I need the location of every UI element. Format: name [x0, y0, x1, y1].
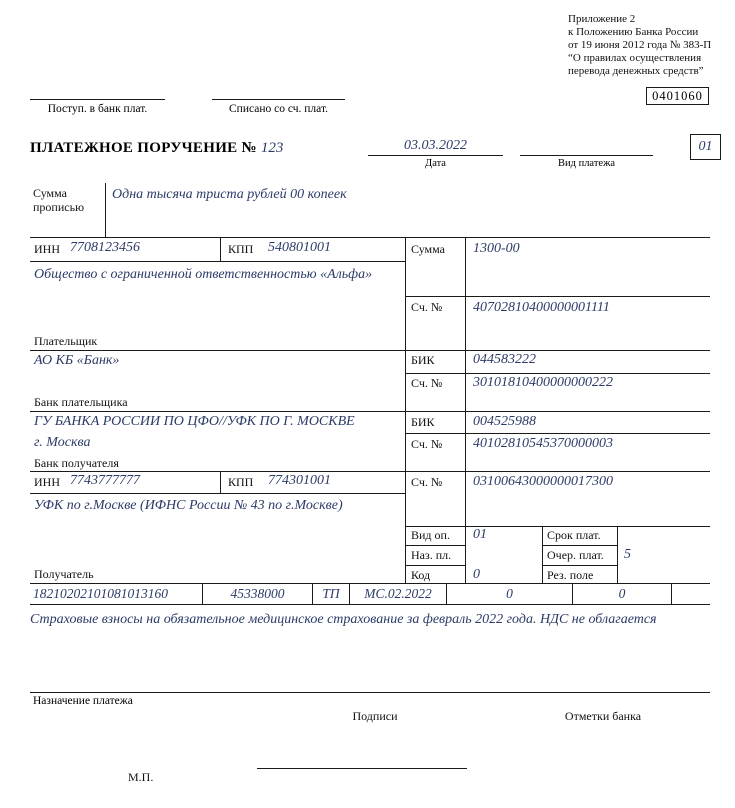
date-field [368, 136, 503, 169]
status-box [690, 134, 721, 160]
payment-type-blank [520, 136, 653, 156]
payer-bank-bik-label: БИК [411, 353, 435, 367]
form-code-box: 0401060 [646, 87, 709, 105]
divider [405, 526, 710, 527]
reserve-field-label: Рез. поле [547, 568, 594, 582]
regulation-note [568, 13, 728, 78]
payee-bank-bik-label: БИК [411, 415, 435, 429]
payee-name: УФК по г.Москве (ИФНС России № 43 по г.Москве) [34, 498, 343, 513]
divider [220, 471, 221, 493]
tax-period-value: МС.02.2022 [364, 586, 432, 601]
tax-period-cell [350, 584, 447, 604]
regulation-note-line: от 19 июня 2012 года № 383-П [568, 39, 712, 51]
payee-account-value: 03100643000000017300 [473, 474, 613, 489]
payer-inn-label: ИНН [34, 242, 60, 256]
regulation-note-line: к Положению Банка России [568, 26, 699, 38]
payment-purpose-text: Страховые взносы на обязательное медицинское страхование за февраль 2022 года. НДС не облагается [30, 612, 657, 627]
op-type-value: 01 [473, 527, 487, 542]
payer-account-label: Сч. № [411, 300, 443, 314]
payee-kpp-value: 774301001 [268, 473, 331, 488]
document-title [30, 139, 283, 157]
oktmo-cell [203, 584, 313, 604]
payment-purpose-label: Назначение платежа [33, 695, 133, 707]
bank-marks-label: Отметки банка [564, 709, 642, 723]
amount-words-value: Одна тысяча триста рублей 00 копеек [112, 187, 347, 202]
sum-label: Сумма [411, 242, 445, 256]
payer-bank-account-label: Сч. № [411, 376, 443, 390]
divider [405, 545, 465, 546]
payee-bank-city: г. Москва [34, 435, 91, 450]
priority-value: 5 [624, 547, 631, 562]
stamp-place-label: М.П. [128, 770, 154, 784]
doc-date-value: 0 [618, 586, 626, 601]
divider [30, 493, 405, 494]
divider [105, 183, 106, 237]
op-type-label: Вид оп. [411, 528, 450, 542]
amount-words-label: Сумма прописью [33, 186, 85, 214]
payee-bank-section-label: Банк получателя [34, 456, 119, 470]
divider [542, 565, 617, 566]
divider [30, 350, 710, 351]
kbk-value: 18210202101081013160 [33, 586, 168, 601]
payee-bank-name: ГУ БАНКА РОССИИ ПО ЦФО//УФК ПО Г. МОСКВЕ [34, 414, 355, 429]
sum-value: 1300-00 [473, 241, 520, 256]
payment-basis-cell [313, 584, 350, 604]
date-caption: Дата [425, 158, 446, 169]
payer-kpp-label: КПП [228, 242, 254, 256]
payment-type-caption: Вид платежа [557, 158, 615, 169]
payee-inn-label: ИНН [34, 475, 60, 489]
divider [405, 296, 710, 297]
divider [542, 526, 543, 584]
payer-bank-section-label: Банк плательщика [34, 395, 128, 409]
divider [405, 373, 710, 374]
main-table [30, 237, 710, 583]
payer-bank-account-value: 30101810400000000222 [473, 375, 613, 390]
divider [30, 471, 710, 472]
payer-inn-value: 7708123456 [70, 240, 140, 255]
code-value: 0 [473, 567, 480, 582]
status-value: 01 [698, 139, 713, 154]
tax-payment-type-cell [672, 584, 710, 604]
payer-bank-bik-value: 044583222 [473, 352, 536, 367]
kbk-cell [30, 584, 203, 604]
payer-section-label: Плательщик [34, 334, 98, 348]
payment-basis-value: ТП [322, 586, 340, 601]
divider [542, 545, 617, 546]
payee-kpp-label: КПП [228, 475, 254, 489]
payee-section-label: Получатель [34, 567, 94, 581]
payee-account-label: Сч. № [411, 475, 443, 489]
date-value: 03.03.2022 [404, 138, 467, 153]
document-number: 123 [260, 140, 284, 156]
divider [405, 433, 710, 434]
divider [30, 261, 405, 262]
doc-number-cell [447, 584, 573, 604]
payee-inn-value: 7743777777 [70, 473, 140, 488]
divider [30, 411, 710, 412]
payment-type-field [520, 136, 653, 169]
regulation-note-line: перевода денежных средств” [568, 65, 704, 77]
divider [30, 692, 710, 693]
signature-line [257, 768, 467, 769]
divider [405, 565, 465, 566]
payer-bank-name: АО КБ «Банк» [34, 353, 120, 368]
payer-kpp-value: 540801001 [268, 240, 331, 255]
payer-account-value: 40702810400000001111 [473, 300, 610, 315]
divider [617, 526, 618, 584]
payee-bank-account-value: 40102810545370000003 [473, 436, 613, 451]
debited-from-account-stamp: Списано со сч. плат. [212, 99, 345, 115]
oktmo-value: 45338000 [230, 586, 285, 601]
doc-number-value: 0 [506, 586, 513, 601]
received-in-bank-stamp: Поступ. в банк плат. [30, 99, 165, 115]
title-label: ПЛАТЕЖНОЕ ПОРУЧЕНИЕ № [30, 140, 257, 156]
regulation-note-line: “О правилах осуществления [568, 52, 702, 64]
payee-bank-bik-value: 004525988 [473, 414, 536, 429]
code-label: Код [411, 568, 431, 582]
pay-purpose-code-label: Наз. пл. [411, 548, 452, 562]
payee-bank-account-label: Сч. № [411, 437, 443, 451]
signatures-label: Подписи [352, 709, 398, 723]
divider [220, 238, 221, 261]
doc-date-cell [573, 584, 672, 604]
payer-name: Общество с ограниченной ответственностью «Альфа» [34, 267, 373, 282]
tax-fields-row [30, 583, 710, 605]
due-date-label: Срок плат. [547, 528, 601, 542]
priority-label: Очер. плат. [547, 548, 604, 562]
regulation-note-line: Приложение 2 [568, 13, 636, 25]
